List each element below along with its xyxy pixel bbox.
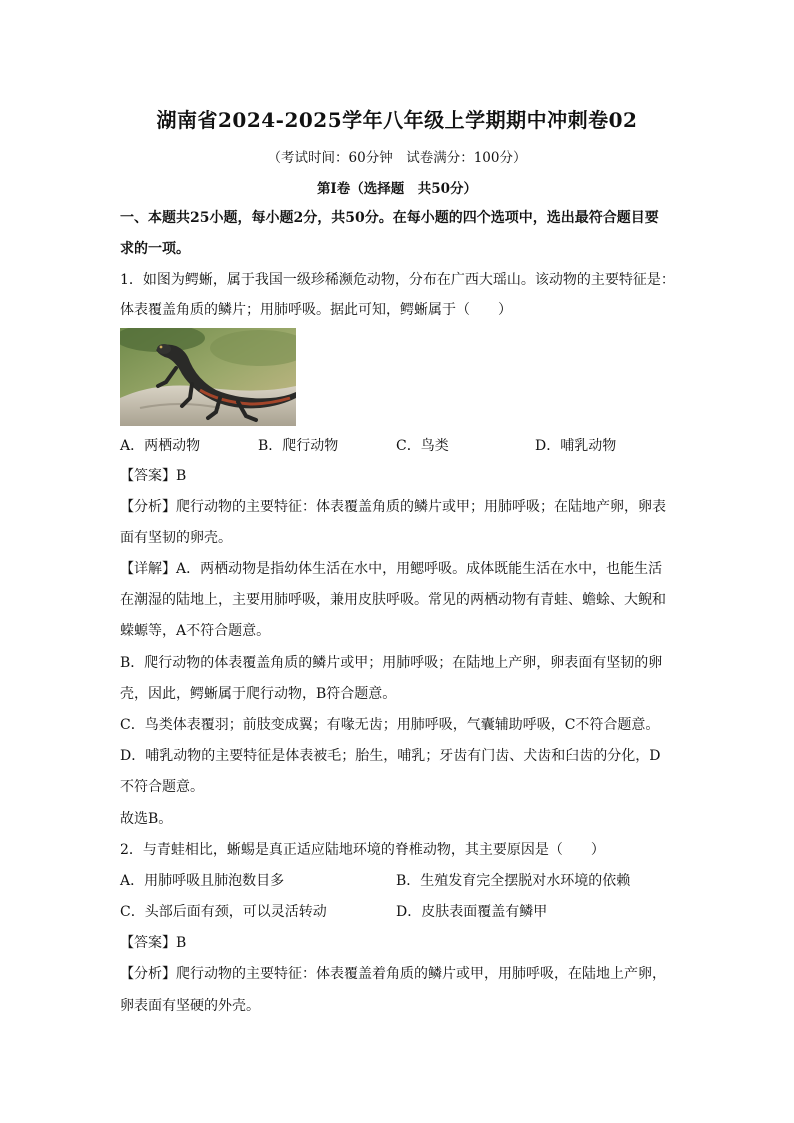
q1-detail-line-7: D．哺乳动物的主要特征是体表被毛；胎生，哺乳；牙齿有门齿、犬齿和臼齿的分化，D (120, 748, 661, 764)
q1-detail-line-1: 【详解】A．两栖动物是指幼体生活在水中，用鳃呼吸。成体既能生活在水中，也能生活 (120, 561, 663, 577)
q1-detail-line-3: 蝾螈等，A不符合题意。 (120, 623, 271, 639)
q2-option-b: B．生殖发育完全摆脱对水环境的依赖 (396, 873, 631, 889)
q1-stem-line-1: 1．如图为鳄蜥，属于我国一级珍稀濒危动物，分布在广西大瑶山。该动物的主要特征是： (120, 272, 675, 288)
q2-analysis-line-1: 【分析】爬行动物的主要特征：体表覆盖着角质的鳞片或甲，用肺呼吸，在陆地上产卵， (120, 966, 666, 982)
q1-detail-line-4: B．爬行动物的体表覆盖角质的鳞片或甲；用肺呼吸；在陆地上产卵，卵表面有坚韧的卵 (120, 655, 663, 671)
q1-detail-line-2: 在潮湿的陆地上，主要用肺呼吸，兼用皮肤呼吸。常见的两栖动物有青蛙、蟾蜍、大鲵和 (120, 592, 666, 608)
q1-detail-line-8: 不符合题意。 (120, 779, 204, 795)
q1-stem-line-2: 体表覆盖角质的鳞片；用肺呼吸。据此可知，鳄蜥属于（ ） (120, 302, 512, 318)
q2-analysis-line-2: 卵表面有坚硬的外壳。 (120, 998, 260, 1014)
q1-option-c: C．鸟类 (396, 438, 449, 454)
q1-conclusion: 故选B。 (120, 811, 173, 827)
page-title: 湖南省2024-2025学年八年级上学期期中冲刺卷02 (156, 108, 638, 132)
q1-option-a: A．两栖动物 (120, 438, 201, 454)
q1-analysis-line-2: 面有坚韧的卵壳。 (120, 530, 232, 546)
q1-option-b: B．爬行动物 (258, 438, 339, 454)
q1-analysis-line-1: 【分析】爬行动物的主要特征：体表覆盖角质的鳞片或甲；用肺呼吸；在陆地产卵，卵表 (120, 499, 666, 515)
q1-detail-line-5: 壳，因此，鳄蜥属于爬行动物，B符合题意。 (120, 686, 397, 702)
q2-option-c: C．头部后面有颈，可以灵活转动 (120, 904, 327, 920)
q2-option-a: A．用肺呼吸且肺泡数目多 (120, 873, 285, 889)
q1-detail-line-6: C．鸟类体表覆羽；前肢变成翼；有喙无齿；用肺呼吸，气囊辅助呼吸，C不符合题意。 (120, 717, 660, 733)
instructions-line-2: 求的一项。 (120, 241, 190, 257)
section-heading: 第Ⅰ卷（选择题 共50分） (316, 181, 478, 197)
q2-answer: 【答案】B (120, 935, 187, 951)
exam-info: （考试时间：60分钟 试卷满分：100分） (267, 150, 527, 166)
crocodile-lizard-photo (120, 328, 296, 426)
q1-option-d: D．哺乳动物 (535, 438, 617, 454)
instructions-line-1: 一、本题共25小题，每小题2分，共50分。在每小题的四个选项中，选出最符合题目要 (120, 210, 659, 226)
q1-answer: 【答案】B (120, 468, 187, 484)
q2-option-d: D．皮肤表面覆盖有鳞甲 (396, 904, 548, 920)
q2-stem: 2．与青蛙相比，蜥蜴是真正适应陆地环境的脊椎动物，其主要原因是（ ） (120, 842, 605, 858)
